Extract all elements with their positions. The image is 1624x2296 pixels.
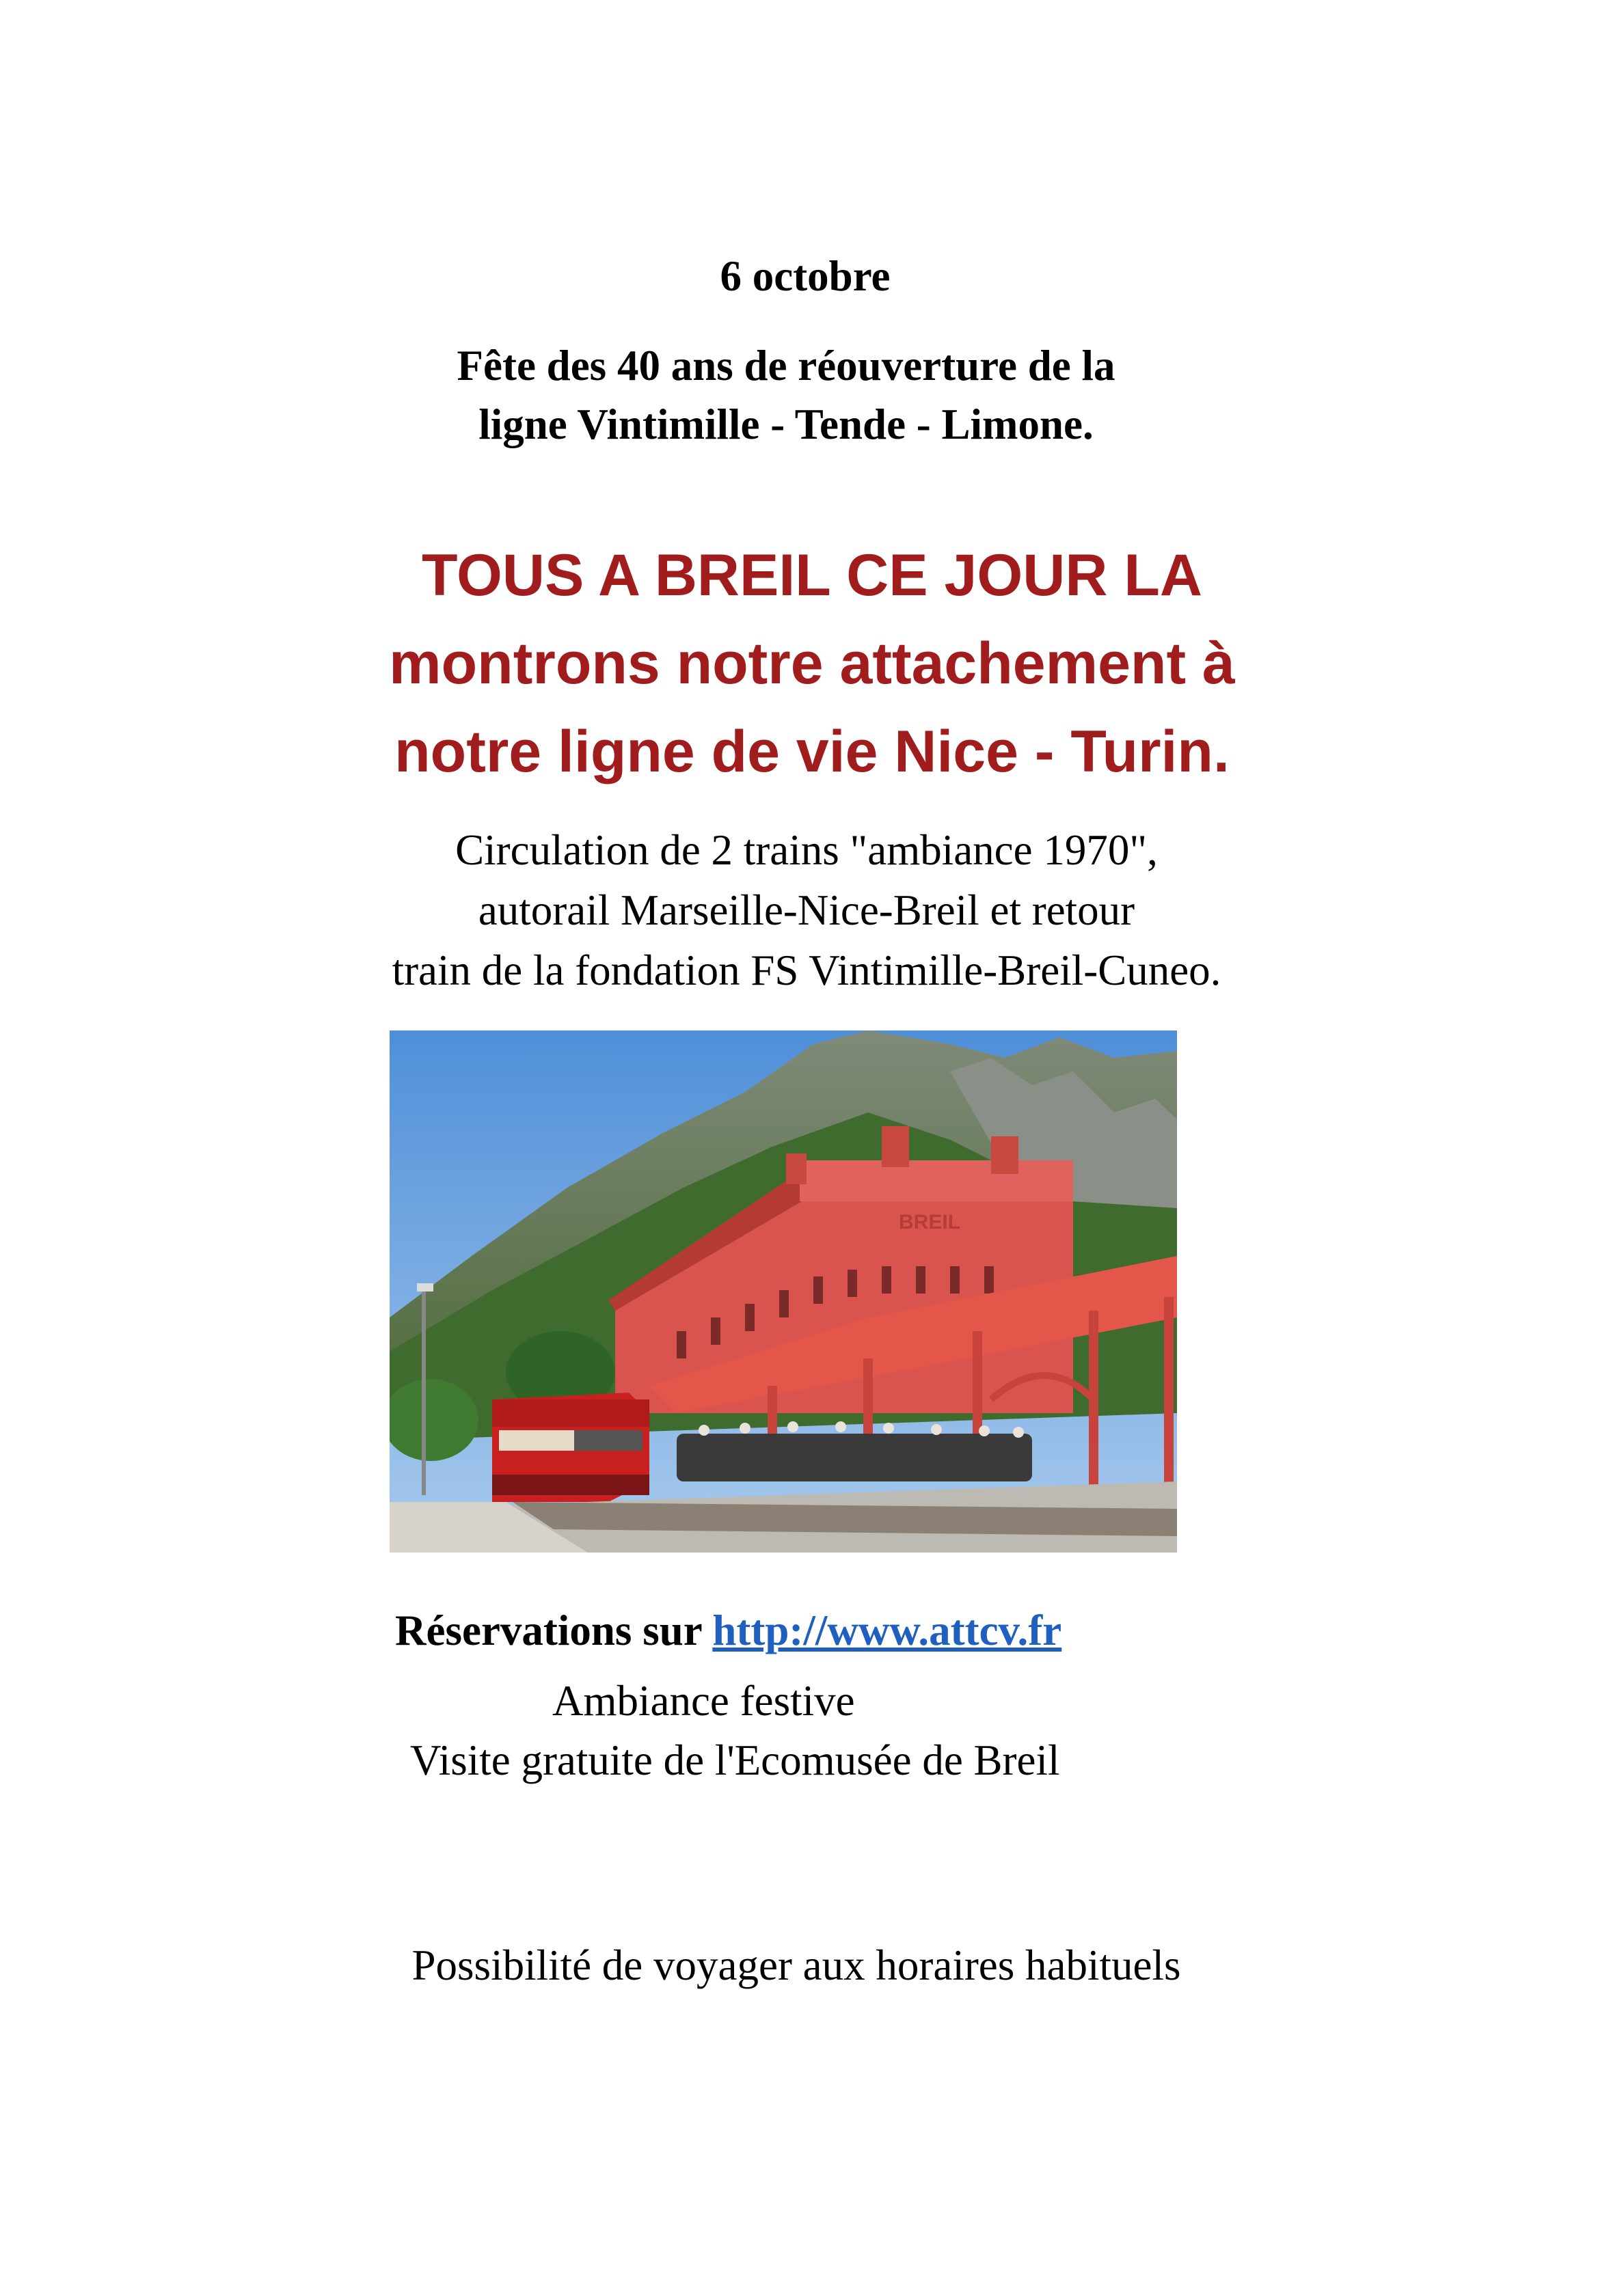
headline-line-1: TOUS A BREIL CE JOUR LA xyxy=(421,543,1203,608)
subtitle-line-1: Fête des 40 ans de réouverture de la xyxy=(457,342,1115,390)
circulation-line-1: Circulation de 2 trains "ambiance 1970", xyxy=(455,826,1158,874)
station-sign: BREIL xyxy=(899,1211,960,1233)
event-subtitle xyxy=(457,336,1115,454)
circulation-line-3: train de la fondation FS Vintimille-Breil-Cuneo. xyxy=(392,946,1221,994)
reservations-link[interactable]: http://www.attcv.fr xyxy=(712,1607,1062,1654)
circulation-info xyxy=(392,820,1221,1000)
reservations-label: Réservations sur xyxy=(395,1607,713,1654)
headline xyxy=(389,532,1235,796)
possibilite-text: Possibilité de voyager aux horaires habituels xyxy=(411,1941,1181,1989)
ambiance-text: Ambiance festive xyxy=(552,1677,855,1725)
visite-text: Visite gratuite de l'Ecomusée de Breil xyxy=(410,1736,1060,1784)
headline-line-2: montrons notre attachement à xyxy=(389,631,1235,696)
circulation-line-2: autorail Marseille-Nice-Breil et retour xyxy=(478,886,1135,934)
reservations xyxy=(395,1606,1061,1656)
station-photo xyxy=(390,1030,1177,1553)
subtitle-line-2: ligne Vintimille - Tende - Limone. xyxy=(478,400,1094,448)
headline-line-3: notre ligne de vie Nice - Turin. xyxy=(394,719,1230,784)
event-date: 6 octobre xyxy=(720,252,891,300)
